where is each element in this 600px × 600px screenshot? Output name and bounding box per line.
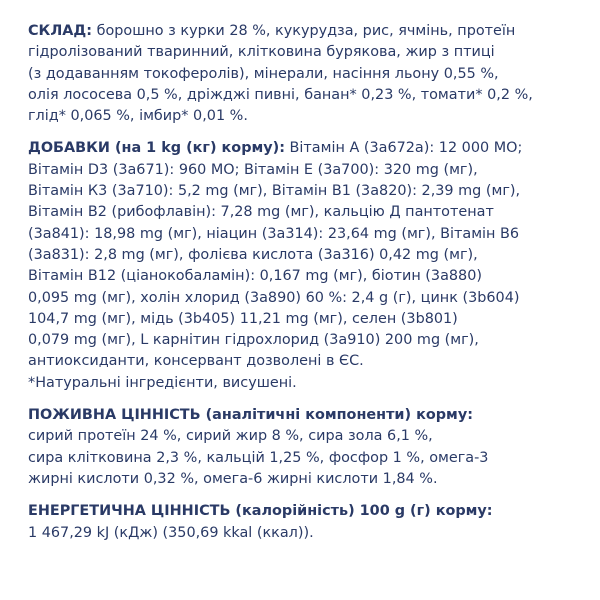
- additives-first-line: [28, 138, 588, 159]
- energy-value-line: 1 467,29 kJ (кДж) (350,69 kkal (ккал)).: [28, 524, 314, 541]
- label-text-page: [28, 21, 588, 544]
- additives-line: Вітамін А (3a672a): 12 000 МО;: [284, 140, 523, 157]
- composition-line: глід* 0,065 %, імбир* 0,01 %.: [28, 108, 248, 125]
- additives-line: (3a831): 2,8 mg (мг), фолієва кислота (3a316) 0,42 mg (мг),: [28, 246, 478, 263]
- composition-line: олія лососева 0,5 %, дріжджі пивні, банан* 0,23 %, томати* 0,2 %,: [28, 86, 533, 103]
- additives-line: антиоксиданти, консервант дозволені в ЄС.: [28, 353, 364, 370]
- energy-value-heading: ЕНЕРГЕТИЧНА ЦІННІСТЬ (калорійність) 100 g (г) корму:: [28, 503, 493, 520]
- nutritional-value-line: жирні кислоти 0,32 %, омега-6 жирні кислоти 1,84 %.: [28, 470, 438, 487]
- additives-line: Вітамін B12 (ціанокобаламін): 0,167 mg (мг), біотин (3a880): [28, 268, 482, 285]
- natural-ingredients-note: *Натуральні інгредієнти, висушені.: [28, 374, 297, 391]
- nutritional-value-line: сира клітковина 2,3 %, кальцій 1,25 %, фосфор 1 %, омега-3: [28, 449, 489, 466]
- additives-line: 0,079 mg (мг), L карнітин гідрохлорид (3a910) 200 mg (мг),: [28, 332, 479, 349]
- section-composition: [28, 21, 588, 127]
- composition-line: (з додаванням токоферолів), мінерали, насіння льону 0,55 %,: [28, 65, 499, 82]
- composition-heading: СКЛАД:: [28, 23, 92, 39]
- additives-line: 104,7 mg (мг), мідь (3b405) 11,21 mg (мг), селен (3b801): [28, 310, 458, 327]
- composition-line: гідролізований тваринний, клітковина бурякова, жир з птиці: [28, 44, 495, 61]
- nutritional-value-heading: ПОЖИВНА ЦІННІСТЬ (аналітичні компоненти) корму:: [28, 407, 473, 424]
- additives-line: Вітамін B2 (рибофлавін): 7,28 mg (мг), кальцію Д пантотенат: [28, 204, 494, 221]
- additives-heading: ДОБАВКИ (на 1 kg (кг) корму):: [28, 140, 285, 157]
- section-energy-value: [28, 501, 588, 544]
- section-nutritional-value: [28, 405, 588, 490]
- section-additives: [28, 138, 588, 394]
- additives-line: (3a841): 18,98 mg (мг), ніацин (3a314): 23,64 mg (мг), Вітамін B6: [28, 225, 520, 242]
- additives-line: 0,095 mg (мг), холін хлорид (3a890) 60 %: 2,4 g (г), цинк (3b604): [28, 289, 520, 306]
- composition-first-line: [28, 21, 588, 42]
- composition-line: борошно з курки 28 %, кукурудза, рис, ячмінь, протеїн: [92, 23, 516, 39]
- additives-line: Вітамін D3 (3a671): 960 МО; Вітамін Е (3a700): 320 mg (мг),: [28, 161, 478, 178]
- additives-line: Вітамін К3 (3a710): 5,2 mg (мг), Вітамін B1 (3a820): 2,39 mg (мг),: [28, 183, 521, 200]
- nutritional-value-line: сирий протеїн 24 %, сирий жир 8 %, сира зола 6,1 %,: [28, 428, 433, 445]
